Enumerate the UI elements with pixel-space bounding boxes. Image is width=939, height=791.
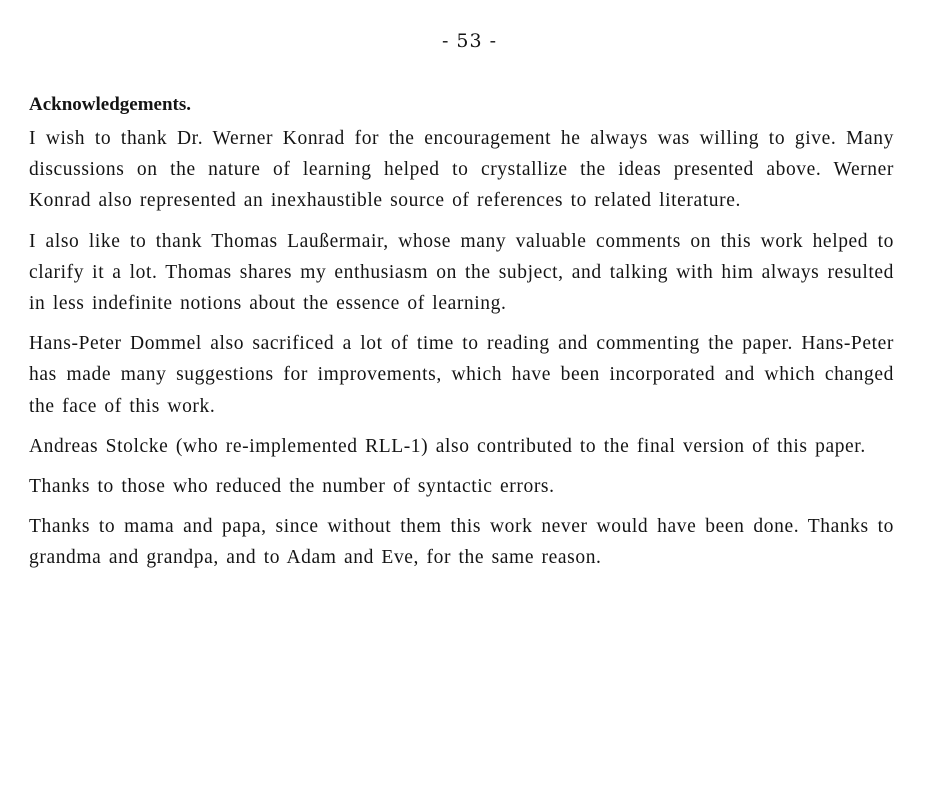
paragraph-syntactic-errors: Thanks to those who reduced the number of syntactic errors. [29,476,555,498]
paragraph-laussermair: I also like to thank Thomas Laußermair, whose many valuable comments on this work helped to clarify it a lot. Thomas shares my enthusiasm on the subject, and talking with him always resulted in less indefinite notions about the essence of learning. [29,230,894,315]
paragraph-dommel: Hans-Peter Dommel also sacrificed a lot of time to reading and commenting the paper. Hans-Peter has made many suggestions for improvements, which have been incorporated and which changed the face of this work. [29,333,894,417]
paragraph-konrad: I wish to thank Dr. Werner Konrad for the encouragement he always was willing to give. Many discussions on the nature of learning helped to crystallize the ideas presented above. Werner Konrad also represented an inexhaustible source of references to related literature. [29,128,894,212]
acknowledgements-section [29,93,894,583]
page-number: - 53 - [441,30,498,52]
section-heading: Acknowledgements. [29,94,192,115]
paragraph-family: Thanks to mama and papa, since without them this work never would have been done. Thanks to grandma and grandpa, and to Adam and Eve, for the same reason. [29,516,894,569]
paragraph-stolcke: Andreas Stolcke (who re-implemented RLL-1) also contributed to the final version of this paper. [29,435,866,457]
